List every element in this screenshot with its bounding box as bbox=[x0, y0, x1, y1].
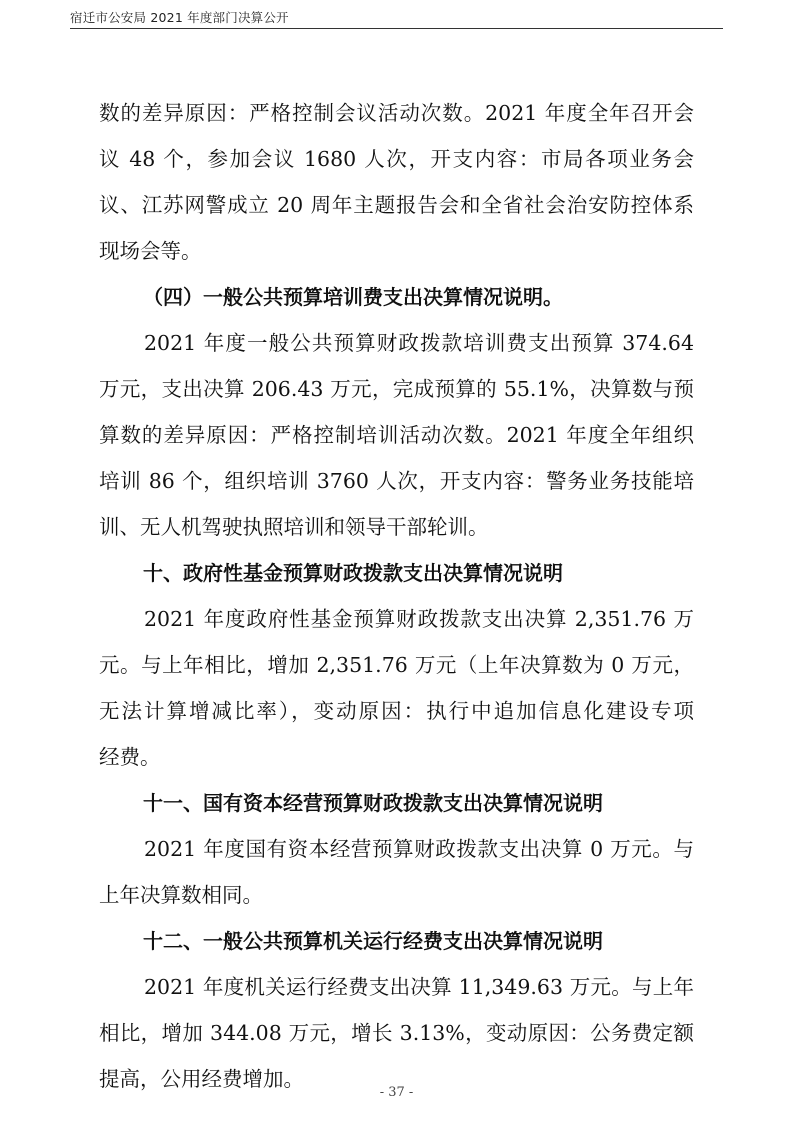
section-heading-training-fees: （四）一般公共预算培训费支出决算情况说明。 bbox=[143, 285, 563, 309]
paragraph-line: 训、无人机驾驶执照培训和领导干部轮训。 bbox=[99, 515, 489, 539]
paragraph-line: 2021 年度一般公共预算财政拨款培训费支出预算 374.64 bbox=[144, 331, 694, 355]
section-heading-operating-expenses: 十二、一般公共预算机关运行经费支出决算情况说明 bbox=[143, 929, 603, 953]
paragraph-line: 经费。 bbox=[99, 745, 161, 769]
section-heading-state-capital: 十一、国有资本经营预算财政拨款支出决算情况说明 bbox=[143, 791, 603, 815]
paragraph-line: 培训 86 个，组织培训 3760 人次，开支内容：警务业务技能培 bbox=[99, 469, 694, 493]
section-heading-government-fund: 十、政府性基金预算财政拨款支出决算情况说明 bbox=[143, 561, 563, 585]
paragraph-line: 元。与上年相比，增加 2,351.76 万元（上年决算数为 0 万元， bbox=[99, 653, 694, 677]
paragraph-line: 相比，增加 344.08 万元，增长 3.13%，变动原因：公务费定额 bbox=[99, 1021, 694, 1045]
paragraph-line: 数的差异原因：严格控制会议活动次数。2021 年度全年召开会 bbox=[99, 101, 694, 125]
paragraph-line: 现场会等。 bbox=[99, 239, 202, 263]
paragraph-line: 提高，公用经费增加。 bbox=[99, 1067, 304, 1091]
paragraph-line: 议、江苏网警成立 20 周年主题报告会和全省社会治安防控体系 bbox=[99, 193, 694, 217]
paragraph-line: 2021 年度政府性基金预算财政拨款支出决算 2,351.76 万 bbox=[144, 607, 694, 631]
paragraph-line: 无法计算增减比率），变动原因：执行中追加信息化建设专项 bbox=[99, 699, 694, 723]
document-body bbox=[99, 90, 694, 1102]
document-header: 宿迁市公安局 2021 年度部门决算公开 bbox=[70, 10, 289, 25]
paragraph-line: 议 48 个，参加会议 1680 人次，开支内容：市局各项业务会 bbox=[99, 147, 694, 171]
page-number: - 37 - bbox=[379, 1085, 414, 1100]
paragraph-line: 上年决算数相同。 bbox=[99, 883, 263, 907]
paragraph-line: 万元，支出决算 206.43 万元，完成预算的 55.1%，决算数与预 bbox=[99, 377, 694, 401]
header-divider bbox=[70, 28, 723, 29]
paragraph-line: 2021 年度国有资本经营预算财政拨款支出决算 0 万元。与 bbox=[144, 837, 694, 861]
paragraph-line: 算数的差异原因：严格控制培训活动次数。2021 年度全年组织 bbox=[99, 423, 694, 447]
paragraph-line: 2021 年度机关运行经费支出决算 11,349.63 万元。与上年 bbox=[144, 975, 694, 999]
